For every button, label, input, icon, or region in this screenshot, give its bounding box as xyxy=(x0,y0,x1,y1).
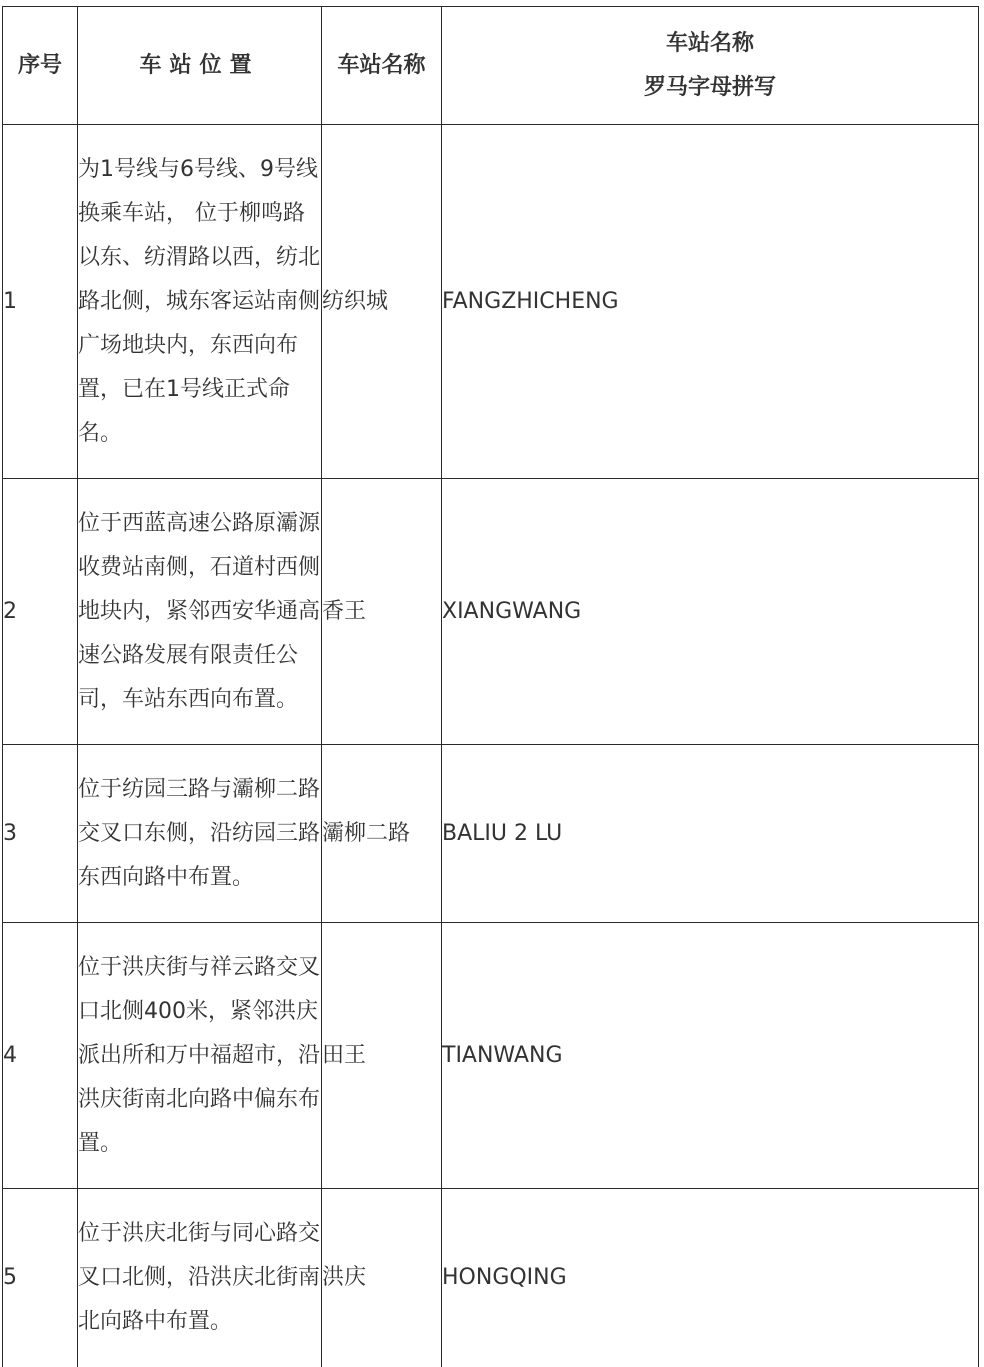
station-location: 位于洪庆北街与同心路交叉口北侧，沿洪庆北街南北向路中布置。 xyxy=(78,1189,322,1367)
header-number: 序号 xyxy=(3,7,78,125)
station-name: 洪庆 xyxy=(322,1189,442,1367)
station-name: 香王 xyxy=(322,479,442,745)
station-location: 为1号线与6号线、9号线换乘车站， 位于柳鸣路以东、纺渭路以西，纺北路北侧，城东客运站南侧广场地块内，东西向布置，已在1号线正式命名。 xyxy=(78,125,322,479)
table-row xyxy=(3,745,979,923)
table-row xyxy=(3,479,979,745)
station-roman-name: XIANGWANG xyxy=(442,479,979,745)
table-row xyxy=(3,125,979,479)
row-number: 5 xyxy=(3,1189,78,1367)
station-location: 位于纺园三路与灞柳二路交叉口东侧，沿纺园三路东西向路中布置。 xyxy=(78,745,322,923)
station-roman-name: HONGQING xyxy=(442,1189,979,1367)
station-roman-name: FANGZHICHENG xyxy=(442,125,979,479)
station-roman-name: BALIU 2 LU xyxy=(442,745,979,923)
table-row xyxy=(3,923,979,1189)
station-location: 位于洪庆街与祥云路交叉口北侧400米，紧邻洪庆派出所和万中福超市，沿洪庆街南北向路中偏东布置。 xyxy=(78,923,322,1189)
row-number: 1 xyxy=(3,125,78,479)
table-body xyxy=(3,125,979,1367)
row-number: 4 xyxy=(3,923,78,1189)
station-table xyxy=(2,6,979,1367)
header-roman-line2: 罗马字母拼写 xyxy=(643,74,776,100)
station-name: 灞柳二路 xyxy=(322,745,442,923)
header-row xyxy=(3,7,979,125)
header-location: 车站位置 xyxy=(78,7,322,125)
station-name: 纺织城 xyxy=(322,125,442,479)
row-number: 2 xyxy=(3,479,78,745)
header-station-name: 车站名称 xyxy=(322,7,442,125)
station-name: 田王 xyxy=(322,923,442,1189)
station-roman-name: TIANWANG xyxy=(442,923,979,1189)
station-location: 位于西蓝高速公路原灞源收费站南侧，石道村西侧地块内，紧邻西安华通高速公路发展有限责任公司，车站东西向布置。 xyxy=(78,479,322,745)
table-row xyxy=(3,1189,979,1367)
header-roman-line1: 车站名称 xyxy=(665,30,754,56)
table-header xyxy=(3,7,979,125)
row-number: 3 xyxy=(3,745,78,923)
header-roman-spelling xyxy=(442,7,979,125)
